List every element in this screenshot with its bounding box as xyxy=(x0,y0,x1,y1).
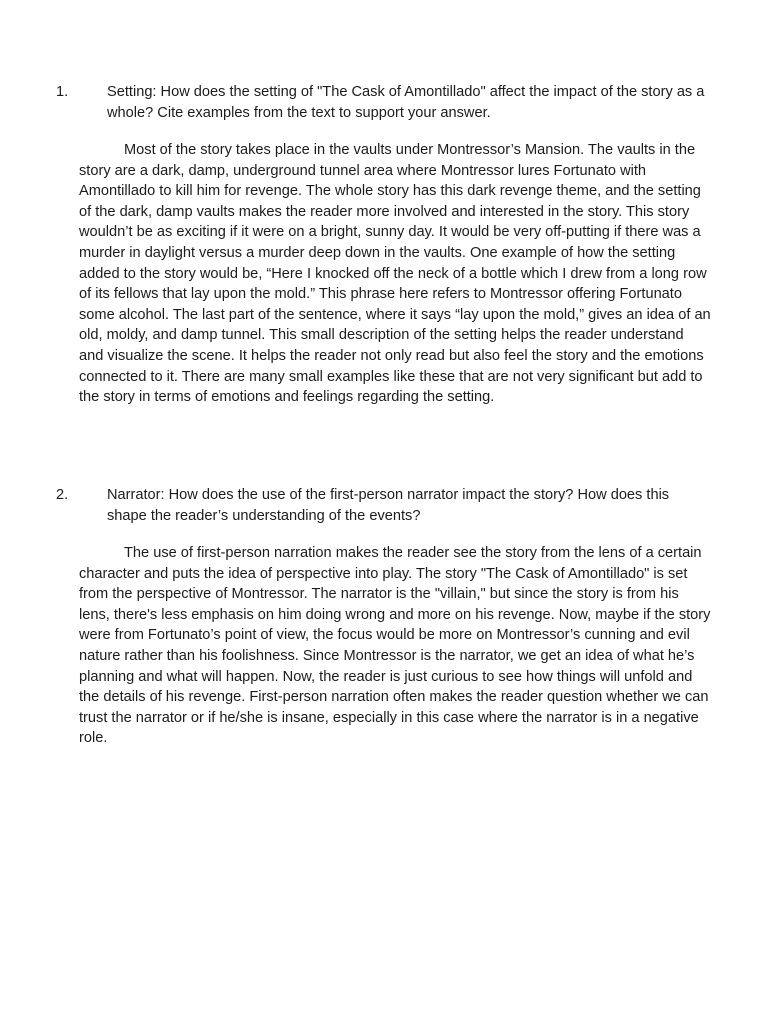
question-number: 1. xyxy=(56,84,69,100)
question-text: Narrator: How does the use of the first-person narrator impact the story? How does this shape the reader’s understanding of the events? xyxy=(107,487,670,524)
answer-paragraph: Most of the story takes place in the vaults under Montressor’s Mansion. The vaults in the story are a dark, damp, underground tunnel area where Montressor lures Fortunato with Amontillado to kill him for revenge. The whole story has this dark revenge theme, and the setting of the dark, damp vaults makes the reader more involved and interested in the story. This story wouldn’t be as exciting if it were on a bright, sunny day. It would be very off-putting if there was a murder in daylight versus a murder deep down in the vaults. One example of how the setting added to the story would be, “Here I knocked off the neck of a bottle which I drew from a long row of its fellows that lay upon the mold.” This phrase here refers to Montressor offering Fortunato some alcohol. The last part of the sentence, where it says “lay upon the mold,” gives an idea of an old, moldy, and damp tunnel. This small description of the setting helps the reader understand and visualize the scene. It helps the reader not only read but also feel the story and the emotions connected to it. There are many small examples like these that are not very significant but add to the story in terms of emotions and feelings regarding the setting. xyxy=(79,142,711,406)
question-text: Setting: How does the setting of "The Cask of Amontillado" affect the impact of the story as a whole? Cite examples from the text to support your answer. xyxy=(107,84,705,121)
question-number: 2. xyxy=(56,487,69,503)
answer-paragraph: The use of first-person narration makes the reader see the story from the lens of a certain character and puts the idea of perspective into play. The story "The Cask of Amontillado" is set from the perspective of Montressor. The narrator is the "villain," but since the story is from his lens, there's less emphasis on him doing wrong and more on his revenge. Now, maybe if the story were from Fortunato’s point of view, the focus would be more on Montressor’s cunning and evil nature rather than his foolishness. Since Montressor is the narrator, we get an idea of what he’s planning and what will happen. Now, the reader is just curious to see how things will unfold and the details of his revenge. First-person narration often makes the reader question whether we can trust the narrator or if he/she is insane, especially in this case where the narrator is in a negative role. xyxy=(79,545,711,747)
